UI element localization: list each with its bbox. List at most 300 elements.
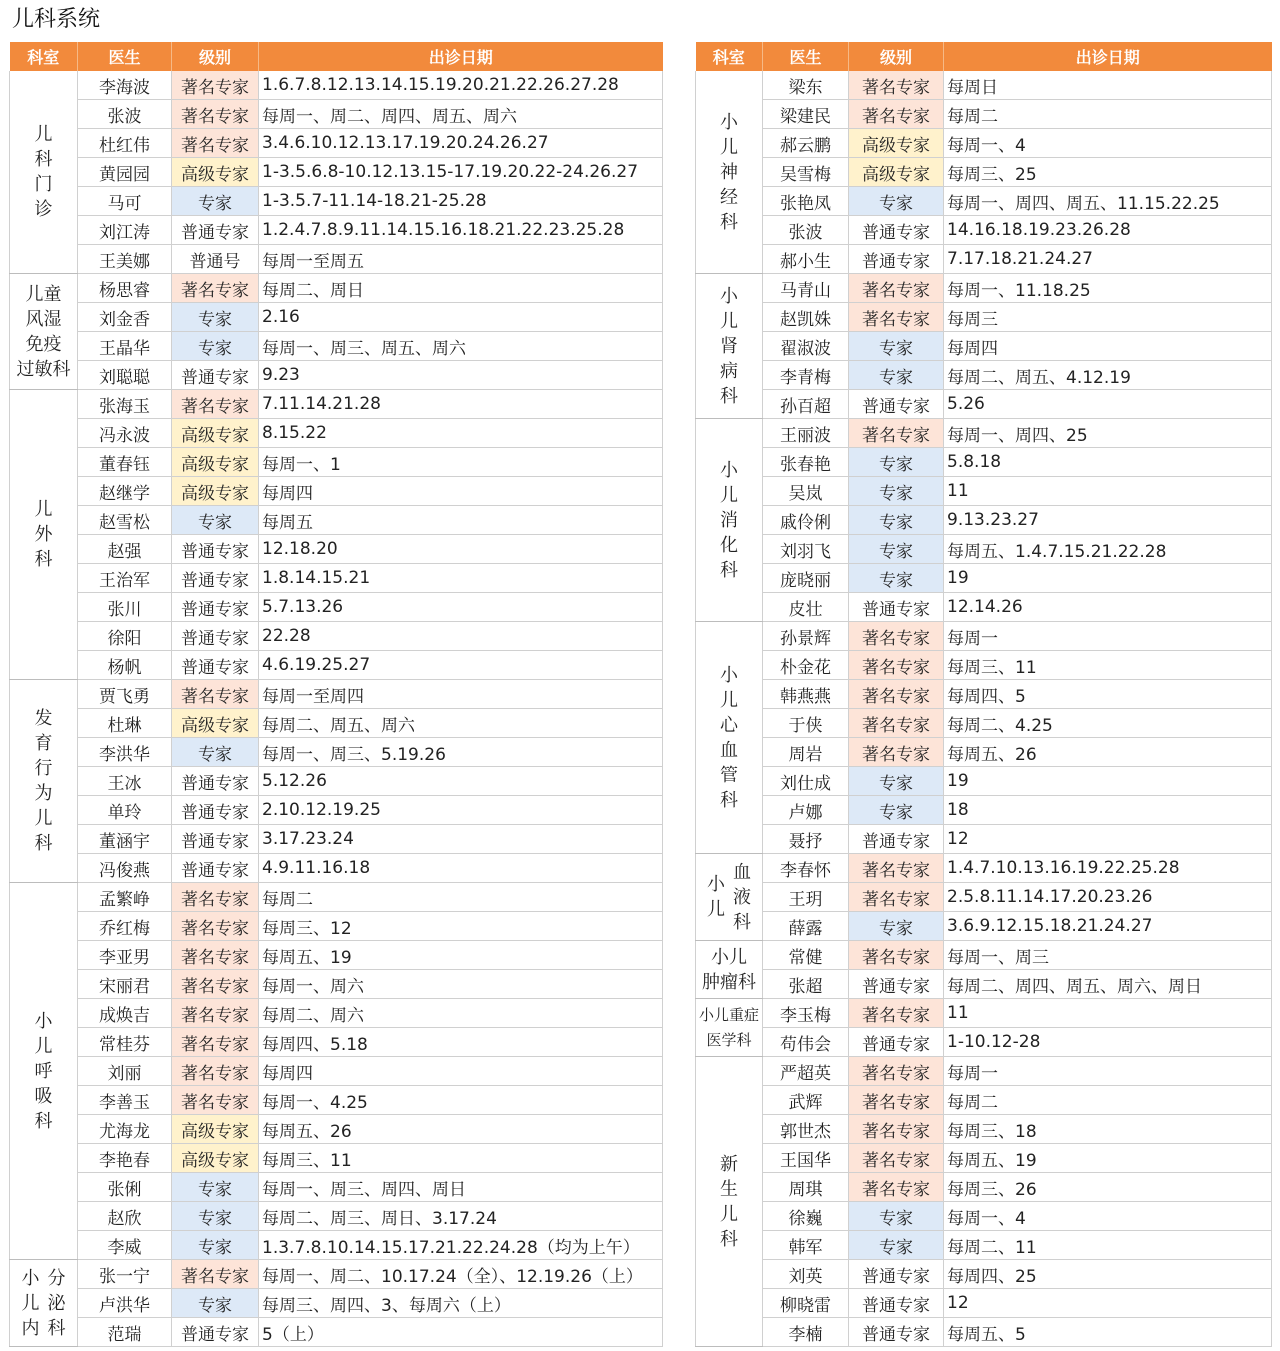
level-cell: 普通专家 — [172, 1318, 259, 1347]
doctor-name-cell: 黄园园 — [78, 158, 172, 187]
table-row — [10, 709, 663, 738]
dept-label-char: 小 — [720, 285, 738, 307]
doctor-name-cell: 孙景辉 — [763, 622, 849, 651]
table-row — [696, 622, 1272, 651]
table-header-row — [10, 42, 663, 71]
table-row — [696, 187, 1272, 216]
schedule-date-cell: 每周四 — [259, 1057, 663, 1086]
level-cell: 专家 — [172, 303, 259, 332]
level-cell: 高级专家 — [172, 448, 259, 477]
dept-cell — [696, 419, 763, 622]
schedule-date-cell: 每周一、周三、5.19.26 — [259, 738, 663, 767]
schedule-date-cell: 1.2.4.7.8.9.11.14.15.16.18.21.22.23.25.28 — [259, 216, 663, 245]
dept-cell — [10, 1260, 78, 1347]
doctor-name-cell: 马青山 — [763, 274, 849, 303]
schedule-date-cell: 每周五、26 — [944, 738, 1272, 767]
dept-label-line: 肿瘤科 — [702, 971, 756, 993]
schedule-date-cell: 每周五、1.4.7.15.21.22.28 — [944, 535, 1272, 564]
dept-label-char: 小 — [21, 1267, 40, 1289]
table-row — [10, 361, 663, 390]
table-row — [696, 448, 1272, 477]
schedule-date-cell: 每周三、25 — [944, 158, 1272, 187]
schedule-date-cell: 每周四、5.18 — [259, 1028, 663, 1057]
table-row — [696, 1173, 1272, 1202]
doctor-name-cell: 韩军 — [763, 1231, 849, 1260]
schedule-date-cell: 12.18.20 — [259, 535, 663, 564]
schedule-date-cell: 每周一、周二、10.17.24（全）、12.19.26（上） — [259, 1260, 663, 1289]
level-cell: 著名专家 — [849, 1144, 944, 1173]
table-row — [10, 796, 663, 825]
doctor-name-cell: 孙百超 — [763, 390, 849, 419]
table-row — [696, 419, 1272, 448]
dept-cell — [10, 274, 78, 390]
table-row — [696, 1115, 1272, 1144]
level-cell: 高级专家 — [849, 158, 944, 187]
schedule-date-cell: 每周一、周四、周五、11.15.22.25 — [944, 187, 1272, 216]
dept-label-line: 儿童 — [25, 283, 62, 305]
dept-cell — [696, 1057, 763, 1347]
level-cell: 普通专家 — [172, 216, 259, 245]
level-cell: 著名专家 — [172, 970, 259, 999]
doctor-name-cell: 冯永波 — [78, 419, 172, 448]
level-cell: 著名专家 — [172, 100, 259, 129]
doctor-name-cell: 孟繁峥 — [78, 883, 172, 912]
level-cell: 高级专家 — [172, 1115, 259, 1144]
dept-label-char: 内 — [21, 1317, 40, 1339]
doctor-name-cell: 聂抒 — [763, 825, 849, 854]
dept-label-char: 小 — [720, 664, 738, 686]
doctor-name-cell: 常健 — [763, 941, 849, 970]
table-row — [10, 970, 663, 999]
doctor-name-cell: 成焕吉 — [78, 999, 172, 1028]
doctor-name-cell: 马可 — [78, 187, 172, 216]
doctor-name-cell: 郝云鹏 — [763, 129, 849, 158]
header-level: 级别 — [172, 42, 259, 71]
level-cell: 普通专家 — [172, 796, 259, 825]
doctor-name-cell: 皮壮 — [763, 593, 849, 622]
table-row — [10, 245, 663, 274]
schedule-date-cell: 每周二、周五、4.12.19 — [944, 361, 1272, 390]
level-cell: 普通专家 — [172, 651, 259, 680]
dept-label-char: 神 — [720, 161, 738, 183]
level-cell: 著名专家 — [849, 709, 944, 738]
table-row — [696, 767, 1272, 796]
level-cell: 著名专家 — [172, 1057, 259, 1086]
dept-label-char: 血 — [733, 861, 751, 883]
schedule-date-cell: 每周四 — [944, 332, 1272, 361]
table-row — [696, 158, 1272, 187]
right-schedule-table — [695, 42, 1272, 1347]
schedule-date-cell: 每周二、周六 — [259, 999, 663, 1028]
schedule-date-cell: 每周三 — [944, 303, 1272, 332]
table-row — [696, 1231, 1272, 1260]
schedule-date-cell: 7.11.14.21.28 — [259, 390, 663, 419]
doctor-name-cell: 王治军 — [78, 564, 172, 593]
dept-label-char: 儿 — [34, 808, 53, 829]
schedule-date-cell: 每周二 — [944, 100, 1272, 129]
doctor-name-cell: 王美娜 — [78, 245, 172, 274]
table-row — [10, 651, 663, 680]
doctor-name-cell: 周琪 — [763, 1173, 849, 1202]
doctor-name-cell: 张波 — [763, 216, 849, 245]
schedule-date-cell: 9.13.23.27 — [944, 506, 1272, 535]
dept-label-char: 科 — [34, 549, 53, 570]
table-row — [696, 332, 1272, 361]
dept-label-char: 儿 — [34, 1035, 53, 1057]
level-cell: 普通专家 — [172, 361, 259, 390]
doctor-name-cell: 薛露 — [763, 912, 849, 941]
schedule-date-cell: 1-3.5.6.8-10.12.13.15-17.19.20.22-24.26.27 — [259, 158, 663, 187]
table-row — [10, 941, 663, 970]
table-row — [696, 970, 1272, 999]
page-title: 儿科系统 — [12, 7, 101, 32]
table-header-row — [696, 42, 1272, 71]
table-row — [10, 854, 663, 883]
doctor-name-cell: 李洪华 — [78, 738, 172, 767]
table-row — [10, 1057, 663, 1086]
table-row — [696, 941, 1272, 970]
level-cell: 专家 — [849, 767, 944, 796]
level-cell: 著名专家 — [849, 622, 944, 651]
doctor-name-cell: 杜红伟 — [78, 129, 172, 158]
table-row — [10, 1086, 663, 1115]
level-cell: 著名专家 — [172, 1260, 259, 1289]
dept-label-char: 小 — [707, 874, 725, 895]
table-row — [696, 303, 1272, 332]
schedule-date-cell: 每周五、5 — [944, 1318, 1272, 1347]
table-row — [10, 158, 663, 187]
dept-label-char: 儿 — [720, 1203, 738, 1225]
doctor-name-cell: 张一宁 — [78, 1260, 172, 1289]
schedule-date-cell: 每周一至周四 — [259, 680, 663, 709]
dept-cell — [696, 71, 763, 274]
table-row — [696, 1057, 1272, 1086]
schedule-date-cell: 每周二、周五、周六 — [259, 709, 663, 738]
level-cell: 高级专家 — [172, 158, 259, 187]
level-cell: 专家 — [849, 332, 944, 361]
table-row — [10, 71, 663, 100]
doctor-name-cell: 赵强 — [78, 535, 172, 564]
level-cell: 专家 — [849, 361, 944, 390]
level-cell: 专家 — [849, 535, 944, 564]
dept-cell — [10, 71, 78, 274]
dept-cell — [696, 941, 763, 999]
doctor-name-cell: 尤海龙 — [78, 1115, 172, 1144]
doctor-name-cell: 赵雪松 — [78, 506, 172, 535]
header-doctor: 医生 — [763, 42, 849, 71]
table-row — [10, 883, 663, 912]
doctor-name-cell: 刘金香 — [78, 303, 172, 332]
doctor-name-cell: 翟淑波 — [763, 332, 849, 361]
level-cell: 专家 — [172, 1289, 259, 1318]
left-schedule-table — [9, 42, 663, 1347]
level-cell: 著名专家 — [849, 1057, 944, 1086]
table-row — [696, 71, 1272, 100]
schedule-date-cell: 每周二 — [259, 883, 663, 912]
doctor-name-cell: 刘丽 — [78, 1057, 172, 1086]
doctor-name-cell: 李威 — [78, 1231, 172, 1260]
doctor-name-cell: 严超英 — [763, 1057, 849, 1086]
dept-label-char: 科 — [720, 211, 738, 233]
table-row — [696, 1086, 1272, 1115]
schedule-date-cell: 11 — [944, 999, 1272, 1028]
level-cell: 普通专家 — [849, 593, 944, 622]
doctor-name-cell: 吴岚 — [763, 477, 849, 506]
schedule-date-cell: 18 — [944, 796, 1272, 825]
dept-label-char: 外 — [34, 524, 53, 545]
level-cell: 高级专家 — [172, 709, 259, 738]
doctor-name-cell: 单玲 — [78, 796, 172, 825]
dept-label-char: 呼 — [34, 1060, 53, 1082]
schedule-date-cell: 每周一、周二、周四、周五、周六 — [259, 100, 663, 129]
table-row — [10, 767, 663, 796]
table-row — [696, 506, 1272, 535]
dept-label-char: 小 — [720, 459, 738, 481]
schedule-date-cell: 5.12.26 — [259, 767, 663, 796]
doctor-name-cell: 董春钰 — [78, 448, 172, 477]
schedule-date-cell: 12 — [944, 1289, 1272, 1318]
doctor-name-cell: 徐巍 — [763, 1202, 849, 1231]
level-cell: 著名专家 — [172, 274, 259, 303]
dept-label-char: 儿 — [707, 899, 725, 920]
doctor-name-cell: 张春艳 — [763, 448, 849, 477]
dept-label-char: 小 — [720, 111, 738, 133]
level-cell: 专家 — [172, 1231, 259, 1260]
schedule-date-cell: 每周三、18 — [944, 1115, 1272, 1144]
level-cell: 著名专家 — [172, 999, 259, 1028]
dept-label-line: 小儿重症 — [698, 1005, 759, 1024]
doctor-name-cell: 王玥 — [763, 883, 849, 912]
table-row — [696, 883, 1272, 912]
level-cell: 普通专家 — [849, 1028, 944, 1057]
dept-label-line: 免疫 — [25, 333, 62, 355]
level-cell: 著名专家 — [849, 680, 944, 709]
schedule-date-cell: 每周二、周三、周日、3.17.24 — [259, 1202, 663, 1231]
schedule-date-cell: 3.17.23.24 — [259, 825, 663, 854]
dept-label-char: 儿 — [720, 484, 738, 506]
table-row — [696, 854, 1272, 883]
schedule-date-cell: 5.8.18 — [944, 448, 1272, 477]
table-row — [696, 796, 1272, 825]
table-row — [696, 274, 1272, 303]
dept-label-char: 经 — [720, 186, 738, 208]
level-cell: 高级专家 — [849, 129, 944, 158]
doctor-name-cell: 赵欣 — [78, 1202, 172, 1231]
dept-label-char: 儿 — [720, 136, 738, 158]
table-row — [10, 100, 663, 129]
doctor-name-cell: 吴雪梅 — [763, 158, 849, 187]
table-row — [696, 100, 1272, 129]
doctor-name-cell: 李春怀 — [763, 854, 849, 883]
table-row — [10, 622, 663, 651]
header-level: 级别 — [849, 42, 944, 71]
level-cell: 著名专家 — [849, 100, 944, 129]
schedule-date-cell: 9.23 — [259, 361, 663, 390]
level-cell: 普通专家 — [172, 767, 259, 796]
level-cell: 著名专家 — [172, 941, 259, 970]
table-row — [10, 274, 663, 303]
schedule-date-cell: 每周五 — [259, 506, 663, 535]
dept-label-char: 肾 — [720, 335, 738, 357]
level-cell: 著名专家 — [172, 1086, 259, 1115]
doctor-name-cell: 王国华 — [763, 1144, 849, 1173]
doctor-name-cell: 王冰 — [78, 767, 172, 796]
level-cell: 专家 — [849, 506, 944, 535]
dept-label-char: 诊 — [34, 199, 53, 220]
schedule-date-cell: 7.17.18.21.24.27 — [944, 245, 1272, 274]
doctor-name-cell: 卢洪华 — [78, 1289, 172, 1318]
table-row — [696, 564, 1272, 593]
schedule-date-cell: 每周一、4 — [944, 129, 1272, 158]
dept-label-char: 泌 — [47, 1292, 66, 1314]
level-cell: 著名专家 — [172, 883, 259, 912]
table-row — [10, 419, 663, 448]
dept-label-char: 生 — [720, 1178, 738, 1200]
table-row — [10, 390, 663, 419]
doctor-name-cell: 周岩 — [763, 738, 849, 767]
dept-label-char: 新 — [720, 1153, 738, 1175]
level-cell: 普通专家 — [849, 970, 944, 999]
table-row — [10, 1144, 663, 1173]
dept-label-char: 科 — [34, 833, 53, 854]
dept-label-char: 育 — [34, 733, 53, 754]
schedule-date-cell: 每周三、12 — [259, 912, 663, 941]
dept-label-char: 病 — [720, 360, 738, 382]
level-cell: 专家 — [849, 796, 944, 825]
level-cell: 专家 — [849, 477, 944, 506]
level-cell: 高级专家 — [172, 1144, 259, 1173]
schedule-date-cell: 1-10.12-28 — [944, 1028, 1272, 1057]
schedule-date-cell: 每周一、4 — [944, 1202, 1272, 1231]
table-row — [10, 1202, 663, 1231]
dept-cell — [10, 680, 78, 883]
doctor-name-cell: 武辉 — [763, 1086, 849, 1115]
table-row — [696, 593, 1272, 622]
schedule-date-cell: 每周三、周四、3、每周六（上） — [259, 1289, 663, 1318]
schedule-date-cell: 每周二、4.25 — [944, 709, 1272, 738]
table-row — [10, 1173, 663, 1202]
table-row — [10, 129, 663, 158]
doctor-name-cell: 张艳凤 — [763, 187, 849, 216]
table-row — [10, 680, 663, 709]
schedule-date-cell: 每周二 — [944, 1086, 1272, 1115]
dept-label-char: 科 — [733, 911, 751, 933]
schedule-date-cell: 4.9.11.16.18 — [259, 854, 663, 883]
table-row — [10, 332, 663, 361]
schedule-date-cell: 每周三、11 — [259, 1144, 663, 1173]
level-cell: 著名专家 — [849, 1115, 944, 1144]
level-cell: 专家 — [849, 187, 944, 216]
doctor-name-cell: 李亚男 — [78, 941, 172, 970]
doctor-name-cell: 李艳春 — [78, 1144, 172, 1173]
schedule-date-cell: 每周二、11 — [944, 1231, 1272, 1260]
table-row — [10, 187, 663, 216]
table-row — [696, 361, 1272, 390]
schedule-date-cell: 每周日 — [944, 71, 1272, 100]
level-cell: 著名专家 — [172, 390, 259, 419]
doctor-name-cell: 杨帆 — [78, 651, 172, 680]
schedule-date-cell: 每周五、19 — [259, 941, 663, 970]
dept-cell — [10, 390, 78, 680]
schedule-date-cell: 每周一、周四、25 — [944, 419, 1272, 448]
schedule-date-cell: 每周二、周日 — [259, 274, 663, 303]
doctor-name-cell: 张超 — [763, 970, 849, 999]
schedule-date-cell: 2.16 — [259, 303, 663, 332]
schedule-date-cell: 每周一、周六 — [259, 970, 663, 999]
level-cell: 专家 — [849, 912, 944, 941]
dept-label-char: 科 — [720, 385, 738, 407]
dept-label-char: 吸 — [34, 1085, 53, 1107]
doctor-name-cell: 梁建民 — [763, 100, 849, 129]
schedule-date-cell: 22.28 — [259, 622, 663, 651]
table-row — [10, 912, 663, 941]
doctor-name-cell: 赵继学 — [78, 477, 172, 506]
level-cell: 著名专家 — [849, 941, 944, 970]
dept-label-char: 科 — [720, 559, 738, 581]
schedule-date-cell: 每周一、11.18.25 — [944, 274, 1272, 303]
dept-cell — [696, 622, 763, 854]
dept-label-char: 化 — [720, 534, 738, 556]
level-cell: 专家 — [849, 1202, 944, 1231]
table-row — [696, 709, 1272, 738]
table-row — [696, 1260, 1272, 1289]
schedule-date-cell: 5.7.13.26 — [259, 593, 663, 622]
schedule-date-cell: 每周一、周三 — [944, 941, 1272, 970]
doctor-name-cell: 韩燕燕 — [763, 680, 849, 709]
table-row — [10, 506, 663, 535]
doctor-name-cell: 刘羽飞 — [763, 535, 849, 564]
level-cell: 著名专家 — [172, 912, 259, 941]
level-cell: 著名专家 — [849, 1173, 944, 1202]
dept-label-char: 液 — [733, 886, 751, 908]
schedule-date-cell: 19 — [944, 767, 1272, 796]
schedule-date-cell: 每周一、1 — [259, 448, 663, 477]
level-cell: 专家 — [172, 738, 259, 767]
level-cell: 著名专家 — [849, 419, 944, 448]
level-cell: 普通专家 — [849, 1289, 944, 1318]
level-cell: 专家 — [172, 1202, 259, 1231]
doctor-name-cell: 刘英 — [763, 1260, 849, 1289]
dept-label-char: 儿 — [21, 1292, 40, 1314]
dept-label-char: 为 — [34, 783, 53, 804]
table-row — [696, 680, 1272, 709]
schedule-date-cell: 每周四 — [259, 477, 663, 506]
doctor-name-cell: 柳晓雷 — [763, 1289, 849, 1318]
doctor-name-cell: 郭世杰 — [763, 1115, 849, 1144]
dept-label-char: 血 — [720, 739, 738, 761]
table-row — [10, 593, 663, 622]
table-row — [10, 477, 663, 506]
table-row — [696, 1289, 1272, 1318]
doctor-name-cell: 杜琳 — [78, 709, 172, 738]
dept-label-char: 发 — [34, 708, 53, 729]
dept-label-char: 分 — [47, 1267, 66, 1289]
dept-label-line: 小儿 — [711, 946, 747, 968]
doctor-name-cell: 王晶华 — [78, 332, 172, 361]
level-cell: 著名专家 — [849, 303, 944, 332]
dept-cell — [696, 274, 763, 419]
level-cell: 普通专家 — [849, 825, 944, 854]
dept-cell — [10, 883, 78, 1260]
doctor-name-cell: 范瑞 — [78, 1318, 172, 1347]
level-cell: 著名专家 — [849, 651, 944, 680]
dept-label-char: 儿 — [720, 310, 738, 332]
level-cell: 专家 — [172, 332, 259, 361]
doctor-name-cell: 李玉梅 — [763, 999, 849, 1028]
table-row — [696, 1144, 1272, 1173]
table-row — [696, 390, 1272, 419]
doctor-name-cell: 董涵宇 — [78, 825, 172, 854]
